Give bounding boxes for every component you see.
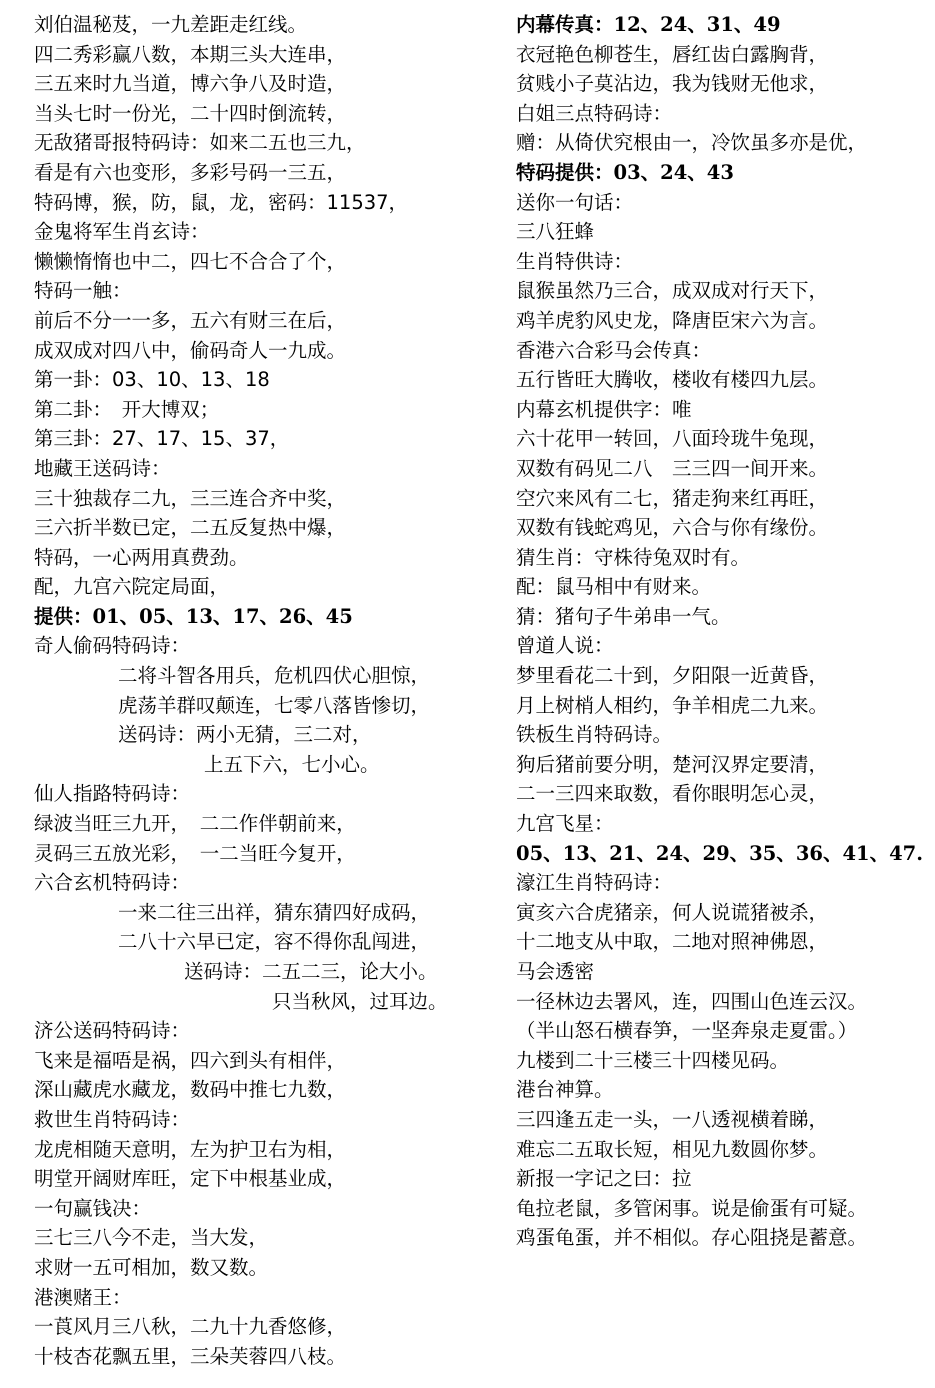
- right-text-line: 三四逢五走一头，一八透视横着睇，: [516, 1107, 829, 1131]
- left-text-line: 三五来时九当道，博六争八及时造，: [34, 72, 347, 96]
- left-text-line: 特码，一心两用真费劲。: [34, 545, 249, 569]
- left-text-line: 配，九宫六院定局面，: [34, 575, 230, 599]
- left-text-line: 求财一五可相加，数又数。: [34, 1255, 269, 1279]
- left-text-line: 六合玄机特码诗：: [34, 871, 191, 895]
- right-text-line: 港台神算。: [516, 1078, 614, 1102]
- right-text-line: 九楼到二十三楼三十四楼见码。: [516, 1048, 790, 1072]
- left-text-line: 龙虎相随天意明，左为护卫右为相，: [34, 1137, 347, 1161]
- left-text-line: 三六折半数已定，二五反复热中爆，: [34, 516, 347, 540]
- right-text-line: 空穴来风有二七，猪走狗来红再旺，: [516, 486, 829, 510]
- right-text-line: 新报一字记之曰：拉: [516, 1167, 692, 1191]
- right-text-line: 马会透密: [516, 960, 595, 983]
- left-text-line: 一句赢钱决：: [34, 1196, 152, 1220]
- left-text-line: 金鬼将军生肖玄诗：: [34, 220, 210, 244]
- left-text-line: 飞来是福唔是祸，四六到头有相伴，: [34, 1048, 347, 1072]
- right-text-line: 内幕玄机提供字：唯: [516, 397, 692, 421]
- left-text-line: 特码博，猴，防，鼠，龙，密码：11537，: [34, 190, 409, 214]
- right-text-line: 五行皆旺大腾收，楼收有楼四九层。: [516, 368, 829, 392]
- right-text-line: 月上树梢人相约，争羊相虎二九来。: [516, 693, 829, 717]
- right-text-line: 双数有钱蛇鸡见，六合与你有缘份。: [516, 516, 829, 540]
- right-text-line: 铁板生肖特码诗。: [516, 723, 673, 747]
- left-text-line: 地藏王送码诗：: [34, 456, 171, 480]
- left-text-line: 三十独裁存二九，三三连合齐中奖，: [34, 486, 347, 510]
- left-text-line: 明堂开阔财库旺，定下中根基业成，: [34, 1167, 347, 1191]
- left-text-line: 港澳赌王：: [34, 1285, 132, 1309]
- left-text-line: 特码一触：: [34, 279, 132, 303]
- right-text-line: 寅亥六合虎猪亲，何人说谎猪被杀，: [516, 900, 829, 924]
- left-text-line: 上五下六，七小心。: [204, 752, 380, 776]
- right-text-line: 难忘二五取长短，相见九数圆你梦。: [516, 1137, 829, 1161]
- left-text-line: 奇人偷码特码诗：: [34, 634, 191, 658]
- left-text-line: 仙人指路特码诗：: [34, 782, 191, 806]
- left-column: [34, 10, 479, 1371]
- right-text-line: 衣冠艳色柳苍生，唇红齿白露胸背，: [516, 42, 829, 66]
- right-text-line: 赠：从倚伏究根由一，冷饮虽多亦是优，: [516, 131, 868, 155]
- right-text-line: 配：鼠马相中有财来。: [516, 575, 712, 599]
- right-text-line: 濠江生肖特码诗：: [516, 871, 673, 895]
- right-text-line: 鸡羊虎豹风史龙，降唐臣宋六为言。: [516, 308, 829, 332]
- left-text-line: 绿波当旺三九开， 二二作伴朝前来，: [34, 812, 356, 836]
- left-text-line: 一莨风月三八秋，二九十九香悠修，: [34, 1315, 347, 1339]
- right-text-line: 双数有码见二八 三三四一间开来。: [516, 456, 829, 480]
- left-text-line: 成双成对四八中，偷码奇人一九成。: [34, 338, 347, 362]
- left-text-line: 只当秋风，过耳边。: [272, 989, 448, 1013]
- right-text-line: 生肖特供诗：: [516, 249, 634, 273]
- left-text-line: 虎荡羊群叹颠连，七零八落皆惨切，: [118, 693, 431, 717]
- right-text-line: 龟拉老鼠，多管闲事。说是偷蛋有可疑。: [516, 1196, 868, 1220]
- left-text-line: 灵码三五放光彩， 一二当旺今复开，: [34, 841, 356, 865]
- right-text-line: 鸡蛋龟蛋，并不相似。存心阻挠是蓄意。: [516, 1226, 868, 1250]
- right-text-line: 送你一句话：: [516, 190, 634, 214]
- right-text-line: 香港六合彩马会传真：: [516, 338, 712, 362]
- right-text-line: 三八狂蜂: [516, 220, 595, 244]
- right-text-line: 九宫飞星：: [516, 812, 614, 836]
- right-text-line: 特码提供：03、24、43: [516, 160, 734, 184]
- right-text-line: 白姐三点特码诗：: [516, 101, 673, 125]
- right-text-line: 猜生肖：守株待兔双时有。: [516, 545, 751, 569]
- right-text-line: 内幕传真：12、24、31、49: [516, 13, 781, 36]
- right-text-line: 贫贱小子莫沾边，我为钱财无他求，: [516, 72, 829, 96]
- left-text-line: 二八十六早已定，容不得你乱闯进，: [118, 930, 431, 954]
- right-text-line: 猜：猪句子牛弟串一气。: [516, 604, 731, 628]
- right-text-line: 二一三四来取数，看你眼明怎心灵，: [516, 782, 829, 806]
- left-text-line: 深山藏虎水藏龙，数码中推七九数，: [34, 1078, 347, 1102]
- right-text-line: 梦里看花二十到，夕阳限一近黄昏，: [516, 664, 829, 688]
- right-text-line: 曾道人说：: [516, 634, 614, 658]
- left-text-line: 提供：01、05、13、17、26、45: [34, 604, 353, 628]
- left-text-line: 三七三八今不走，当大发，: [34, 1226, 269, 1250]
- right-text-line: 狗后猪前要分明，楚河汉界定要清，: [516, 752, 829, 776]
- left-text-line: 济公送码特码诗：: [34, 1019, 191, 1043]
- left-text-line: 刘伯温秘芨，一九差距走红线。: [34, 13, 308, 36]
- left-text-line: 一来二往三出祥，猜东猜四好成码，: [118, 900, 431, 924]
- right-text-line: 05、13、21、24、29、35、36、41、47.: [516, 841, 924, 865]
- left-text-line: 第一卦：03、10、13、18: [34, 368, 270, 392]
- right-text-line: 鼠猴虽然乃三合，成双成对行天下，: [516, 279, 829, 303]
- left-text-line: 懒懒惰惰也中二，四七不合合了个，: [34, 249, 347, 273]
- left-text-line: 二将斗智各用兵，危机四伏心胆惊，: [118, 664, 431, 688]
- left-text-line: 前后不分一一多，五六有财三在后，: [34, 308, 347, 332]
- left-text-line: 送码诗：二五二三，论大小。: [184, 960, 438, 983]
- right-text-line: （半山怒石横春笋，一坚奔泉走夏雷。）: [516, 1019, 858, 1043]
- right-column: [516, 10, 926, 1253]
- left-text-line: 救世生肖特码诗：: [34, 1107, 191, 1131]
- right-text-line: 一径林边去署风，连，四围山色连云汉。: [516, 989, 868, 1013]
- left-text-line: 四二秀彩赢八数，本期三头大连串，: [34, 42, 347, 66]
- left-text-line: 当头七时一份光，二十四时倒流转，: [34, 101, 347, 125]
- left-text-line: 无敌猪哥报特码诗：如来二五也三九，: [34, 131, 366, 155]
- left-text-line: 看是有六也变形，多彩号码一三五，: [34, 160, 347, 184]
- left-text-line: 第三卦：27、17、15、37，: [34, 427, 290, 451]
- right-text-line: 十二地支从中取，二地对照神佛恩，: [516, 930, 829, 954]
- left-text-line: 十枝杏花飘五里，三朵芙蓉四八枝。: [34, 1344, 347, 1368]
- right-text-line: 六十花甲一转回，八面玲珑牛兔现，: [516, 427, 829, 451]
- left-text-line: 送码诗：两小无猜，三二对，: [118, 723, 372, 747]
- left-text-line: 第二卦： 开大博双；: [34, 397, 220, 421]
